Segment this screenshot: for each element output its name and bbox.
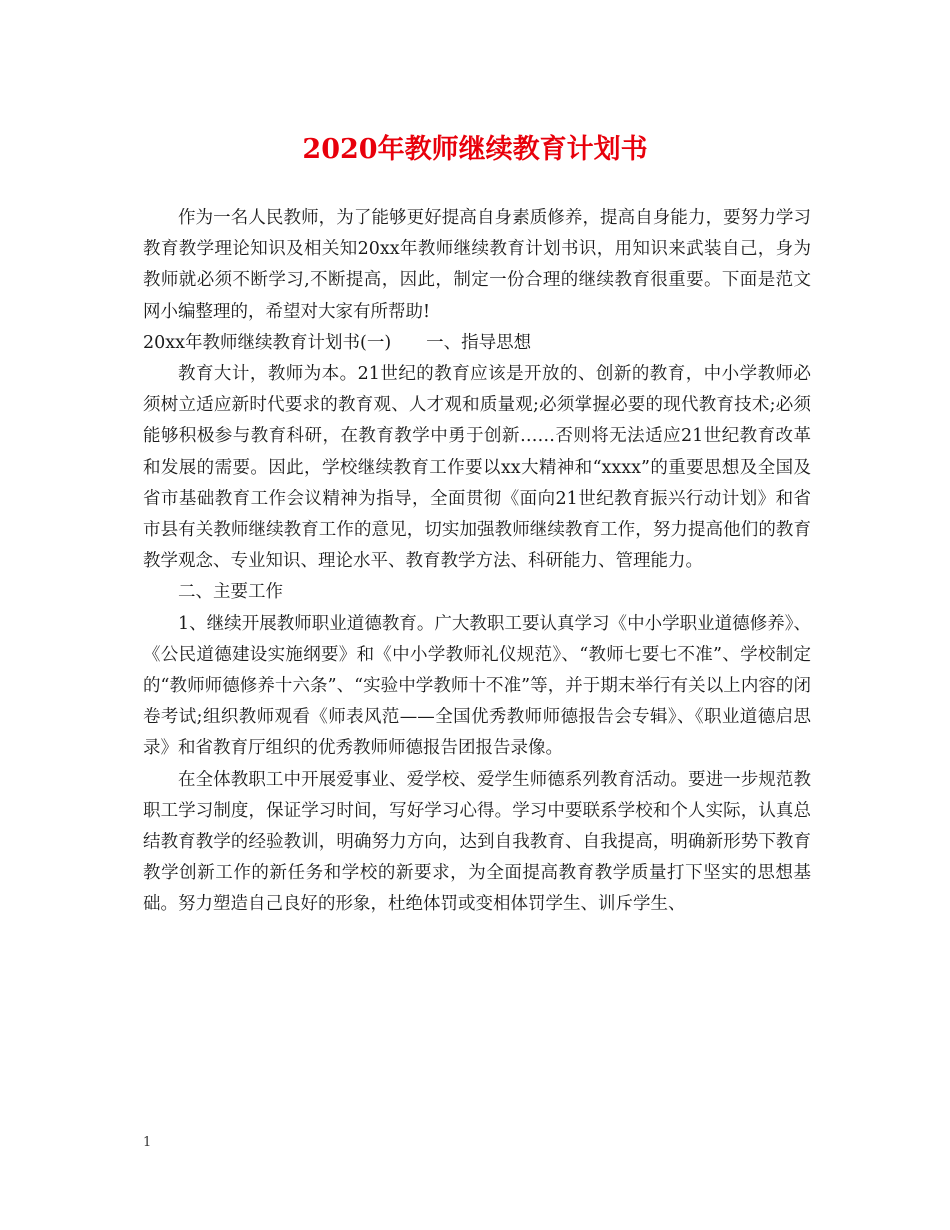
section-heading-plan-one: 20xx年教师继续教育计划书(一) 一、指导思想 <box>143 332 532 353</box>
paragraph-intro: 作为一名人民教师，为了能够更好提高自身素质修养，提高自身能力，要努力学习教育教学理论知识及相关知20xx年教师继续教育计划书识，用知识来武装自己，身为教师就必须不断学习,不断提高，因此，制定一份合理的继续教育很重要。下面是范文网小编整理的，希望对大家有所帮助! <box>143 208 811 322</box>
document-body <box>143 203 811 921</box>
paragraph-ethics-activities: 在全体教职工中开展爱事业、爱学校、爱学生师德系列教育活动。要进一步规范教职工学习制度，保证学习时间，写好学习心得。学习中要联系学校和个人实际，认真总结教育教学的经验教训，明确努力方向，达到自我教育、自我提高，明确新形势下教育教学创新工作的新任务和学校的新要求，为全面提高教育教学质量打下坚实的思想基础。努力塑造自己良好的形象，杜绝体罚或变相体罚学生、训斥学生、 <box>143 769 811 915</box>
paragraph-guiding-ideology: 教育大计，教师为本。21世纪的教育应该是开放的、创新的教育，中小学教师必须树立适应新时代要求的教育观、人才观和质量观;必须掌握必要的现代教育技术;必须能够积极参与教育科研，在教育教学中勇于创新……否则将无法适应21世纪教育改革和发展的需要。因此，学校继续教育工作要以xx大精神和“xxxx”的重要思想及全国及省市基础教育工作会议精神为指导，全面贯彻《面向21世纪教育振兴行动计划》和省市县有关教师继续教育工作的意见，切实加强教师继续教育工作，努力提高他们的教育教学观念、专业知识、理论水平、教育教学方法、科研能力、管理能力。 <box>143 364 811 572</box>
page-number: 1 <box>143 1135 152 1150</box>
section-heading-main-work: 二、主要工作 <box>178 582 283 603</box>
document-title: 2020年教师继续教育计划书 <box>302 134 648 165</box>
paragraph-ethics-education: 1、继续开展教师职业道德教育。广大教职工要认真学习《中小学职业道德修养》、《公民道德建设实施纲要》和《中小学教师礼仪规范》、“教师七要七不准”、学校制定的“教师师德修养十六条”、“实验中学教师十不准”等，并于期末举行有关以上内容的闭卷考试;组织教师观看《师表风范——全国优秀教师师德报告会专辑》、《职业道德启思录》和省教育厅组织的优秀教师师德报告团报告录像。 <box>143 613 811 759</box>
